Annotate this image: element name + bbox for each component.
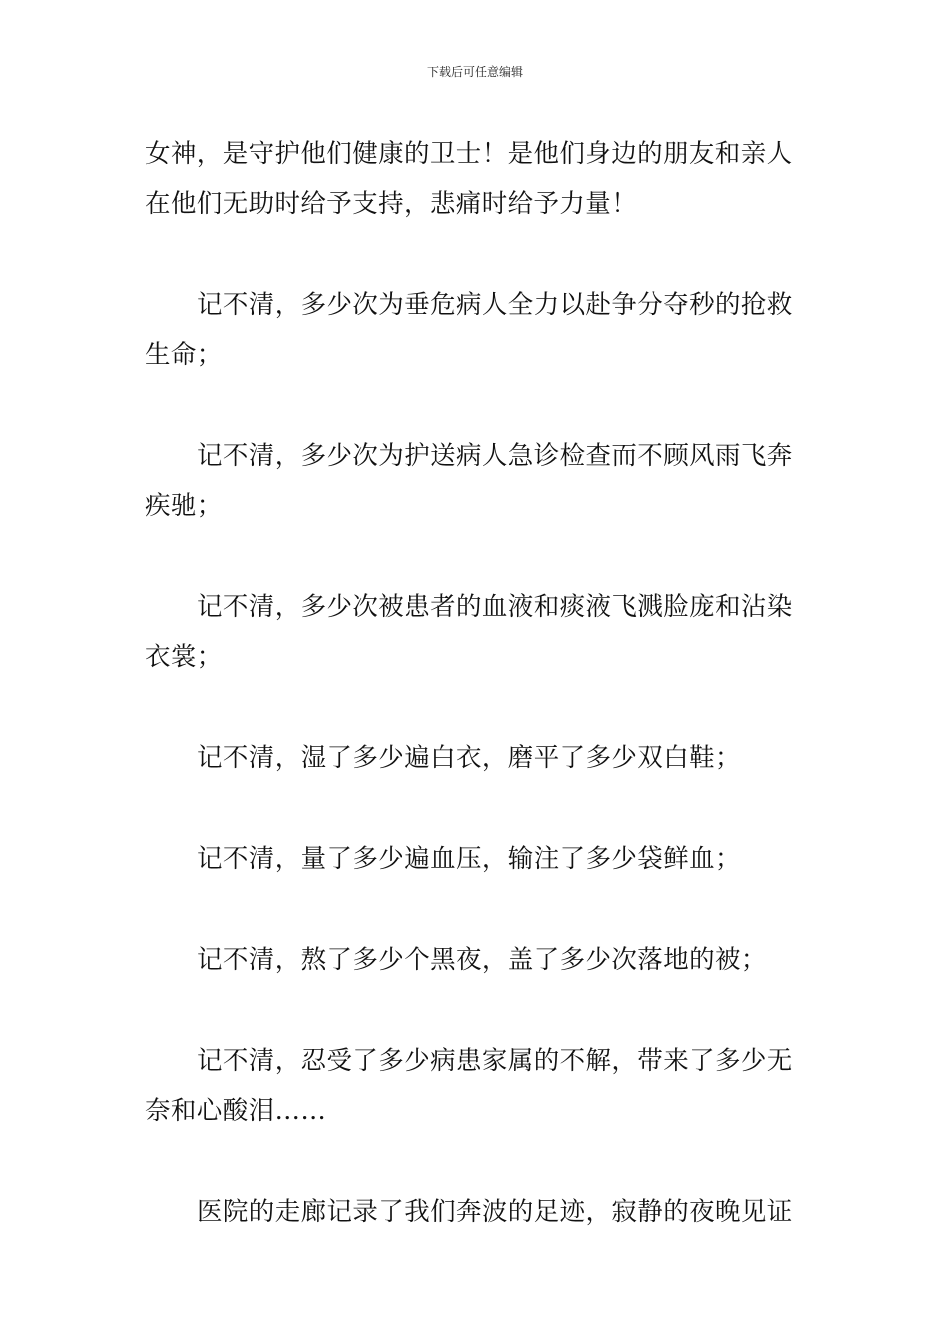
paragraph-7: 记不清，熬了多少个黑夜，盖了多少次落地的被；: [197, 945, 767, 975]
document-body: [145, 129, 807, 1237]
paragraph-5: 记不清，湿了多少遍白衣，磨平了多少双白鞋；: [197, 743, 741, 773]
paragraph-9: 医院的走廊记录了我们奔波的足迹，寂静的夜晚见证: [197, 1197, 793, 1227]
paragraph-6: 记不清，量了多少遍血压，输注了多少袋鲜血；: [197, 844, 741, 874]
paragraph-8: 记不清，忍受了多少病患家属的不解，带来了多少无奈和心酸泪……: [145, 1046, 793, 1126]
paragraph-1: 女神，是守护他们健康的卫士！是他们身边的朋友和亲人在他们无助时给予支持，悲痛时给予力量！: [145, 139, 793, 219]
paragraph-2: 记不清，多少次为垂危病人全力以赴争分夺秒的抢救生命；: [145, 290, 793, 370]
paragraph-4: 记不清，多少次被患者的血液和痰液飞溅脸庞和沾染衣裳；: [145, 592, 793, 672]
page-header: 下载后可任意编辑: [426, 65, 523, 79]
paragraph-3: 记不清，多少次为护送病人急诊检查而不顾风雨飞奔疾驰；: [145, 441, 793, 521]
